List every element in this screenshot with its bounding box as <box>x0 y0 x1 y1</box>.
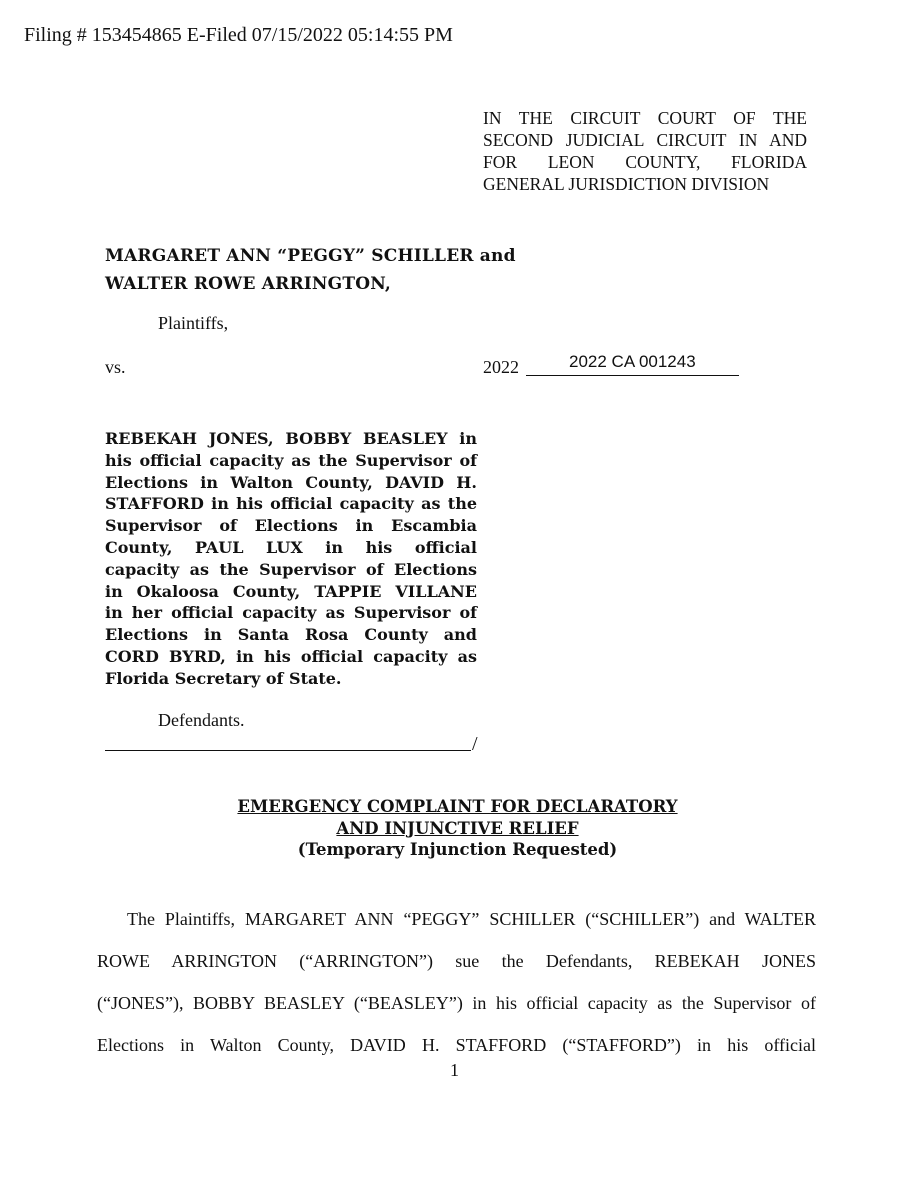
plaintiffs-label: Plaintiffs, <box>158 313 229 333</box>
plaintiff-name-line: MARGARET ANN “PEGGY” SCHILLER and <box>105 246 516 266</box>
court-caption-line: GENERAL JURISDICTION DIVISION <box>483 174 770 194</box>
defendant-line: in her official capacity as Supervisor of <box>105 603 477 623</box>
defendant-line: capacity as the Supervisor of Elections <box>105 559 477 579</box>
defendants-names <box>105 428 477 690</box>
body-line: ROWE ARRINGTON (“ARRINGTON”) sue the Defendants, REBEKAH JONES <box>97 951 816 971</box>
page-number: 1 <box>450 1060 459 1080</box>
defendant-line: Elections in Santa Rosa County and <box>105 625 477 645</box>
defendant-line: STAFFORD in his official capacity as the <box>105 494 477 514</box>
defendant-line: Supervisor of Elections in Escambia <box>105 516 477 536</box>
body-line: Elections in Walton County, DAVID H. STAFFORD (“STAFFORD”) in his official <box>97 1035 816 1055</box>
body-line: The Plaintiffs, MARGARET ANN “PEGGY” SCHILLER (“SCHILLER”) and WALTER <box>127 909 816 929</box>
title-line: AND INJUNCTIVE RELIEF <box>336 818 579 838</box>
court-caption <box>483 107 807 195</box>
plaintiffs-names <box>105 242 516 298</box>
caption-slash: / <box>472 733 478 755</box>
defendant-line: County, PAUL LUX in his official <box>105 537 477 557</box>
document-title <box>150 796 765 861</box>
defendant-line: in Okaloosa County, TAPPIE VILLANE <box>105 581 477 601</box>
defendant-line: Elections in Walton County, DAVID H. <box>105 472 477 492</box>
defendant-line: his official capacity as the Supervisor of <box>105 450 477 470</box>
plaintiff-name-line: WALTER ROWE ARRINGTON, <box>105 274 392 294</box>
complaint-body <box>97 898 816 1066</box>
versus-label: vs. <box>105 357 126 377</box>
court-caption-line: SECOND JUDICIAL CIRCUIT IN AND <box>483 130 807 150</box>
title-subline: (Temporary Injunction Requested) <box>297 840 618 859</box>
body-line: (“JONES”), BOBBY BEASLEY (“BEASLEY”) in his official capacity as the Supervisor of <box>97 993 816 1013</box>
court-caption-line: FOR LEON COUNTY, FLORIDA <box>483 152 807 172</box>
defendant-line: CORD BYRD, in his official capacity as <box>105 646 477 666</box>
case-year-prefix: 2022 <box>483 357 519 377</box>
defendants-label: Defendants. <box>158 710 245 730</box>
filing-stamp: Filing # 153454865 E-Filed 07/15/2022 05:14:55 PM <box>24 24 453 46</box>
defendant-line: Florida Secretary of State. <box>105 668 342 688</box>
defendant-line: REBEKAH JONES, BOBBY BEASLEY in <box>105 429 477 448</box>
case-number: 2022 CA 001243 <box>569 352 696 371</box>
caption-rule <box>105 750 471 751</box>
title-line: EMERGENCY COMPLAINT FOR DECLARATORY <box>237 797 678 816</box>
court-caption-line: IN THE CIRCUIT COURT OF THE <box>483 108 807 128</box>
